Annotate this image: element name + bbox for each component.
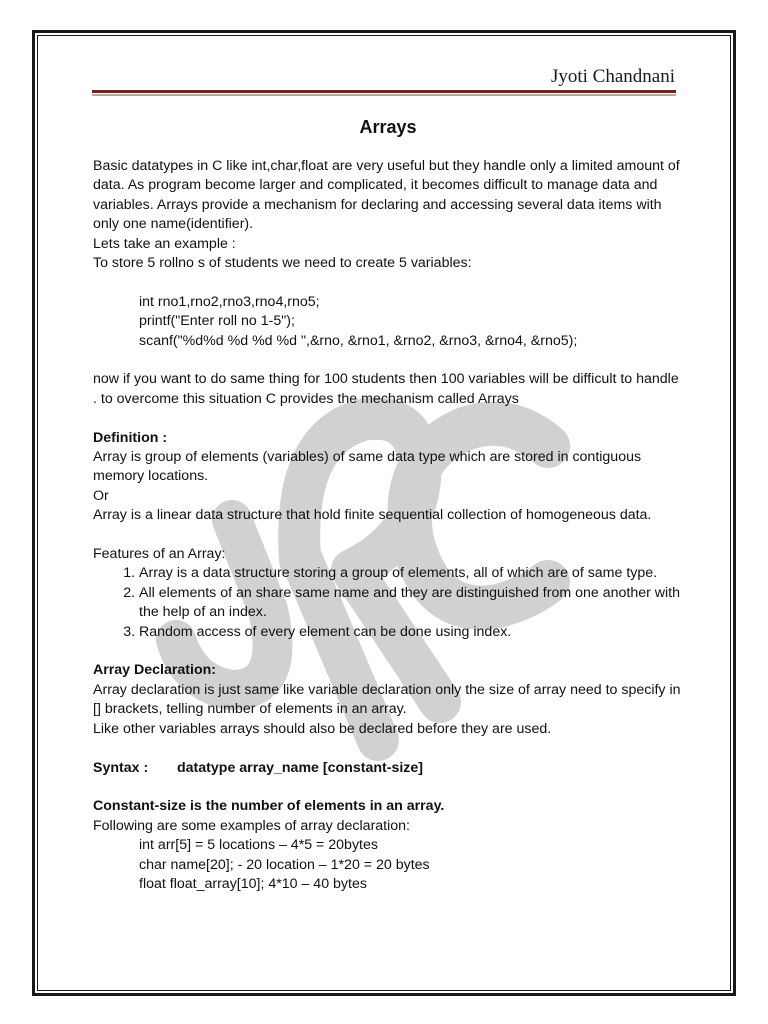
intro-paragraph: Basic datatypes in C like int,char,float are very useful but they handle only a limited amount of data. As program become larger and complicated, it becomes difficult to manage data and variables. Arrays provide a mechanism for declaring and accessing several data items with only one name(identifier). (93, 158, 680, 233)
header-rule-shadow (92, 94, 676, 96)
spacer (93, 778, 683, 797)
features-list (93, 564, 683, 642)
spacer (93, 642, 683, 661)
header-author: Jyoti Chandnani (550, 66, 675, 87)
spacer (93, 273, 683, 292)
after-code-paragraph: now if you want to do same thing for 100 students then 100 variables will be difficult to handle . to overcome this situation C provides the mechanism called Arrays (93, 371, 679, 407)
code-line: int rno1,rno2,rno3,rno4,rno5; (139, 293, 320, 310)
constant-size-note: Constant-size is the number of elements in an array. (93, 798, 445, 815)
definition-heading: Definition : (93, 429, 168, 446)
spacer (93, 409, 683, 428)
syntax-line (93, 759, 683, 778)
example-intro: Lets take an example : (93, 235, 236, 252)
definition-paragraph: Array is group of elements (variables) of same data type which are stored in contiguous memory locations. (93, 449, 642, 485)
example-line: int arr[5] = 5 locations – 4*5 = 20bytes (139, 837, 378, 854)
declaration-heading: Array Declaration: (93, 662, 217, 679)
syntax-label: Syntax : (93, 759, 149, 776)
page-title: Arrays (359, 117, 417, 137)
declaration-paragraph: Array declaration is just same like variable declaration only the size of array need to specify in [] brackets, telling number of elements in an array. (93, 681, 681, 718)
list-item: 3. Random access of every element can be done using index. (139, 623, 683, 642)
definition-paragraph: Array is a linear data structure that hold finite sequential collection of homogeneous data. (93, 507, 652, 524)
examples-block (93, 836, 683, 894)
example-description: To store 5 rollno s of students we need to create 5 variables: (93, 255, 472, 272)
features-heading: Features of an Array: (93, 546, 226, 563)
document-body (93, 116, 683, 894)
declaration-paragraph: Like other variables arrays should also be declared before they are used. (93, 720, 552, 737)
spacer (93, 526, 683, 545)
example-line: float float_array[10]; 4*10 – 40 bytes (139, 875, 367, 892)
spacer (93, 739, 683, 758)
code-line: scanf("%d%d %d %d %d ",&rno, &rno1, &rno2, &rno3, &rno4, &rno5); (139, 332, 578, 349)
header-rule (92, 90, 676, 93)
list-item: 1. Array is a data structure storing a group of elements, all of which are of same type. (139, 564, 683, 583)
syntax-value: datatype array_name [constant-size] (177, 759, 424, 776)
or-text: Or (93, 487, 109, 504)
example-line: char name[20]; - 20 location – 1*20 = 20 bytes (139, 856, 430, 873)
spacer (93, 351, 683, 370)
code-line: printf("Enter roll no 1-5"); (139, 313, 295, 330)
list-item: 2. All elements of an share same name and they are distinguished from one another with the help of an index. (139, 584, 683, 623)
code-block (93, 293, 683, 351)
examples-intro: Following are some examples of array declaration: (93, 817, 411, 834)
